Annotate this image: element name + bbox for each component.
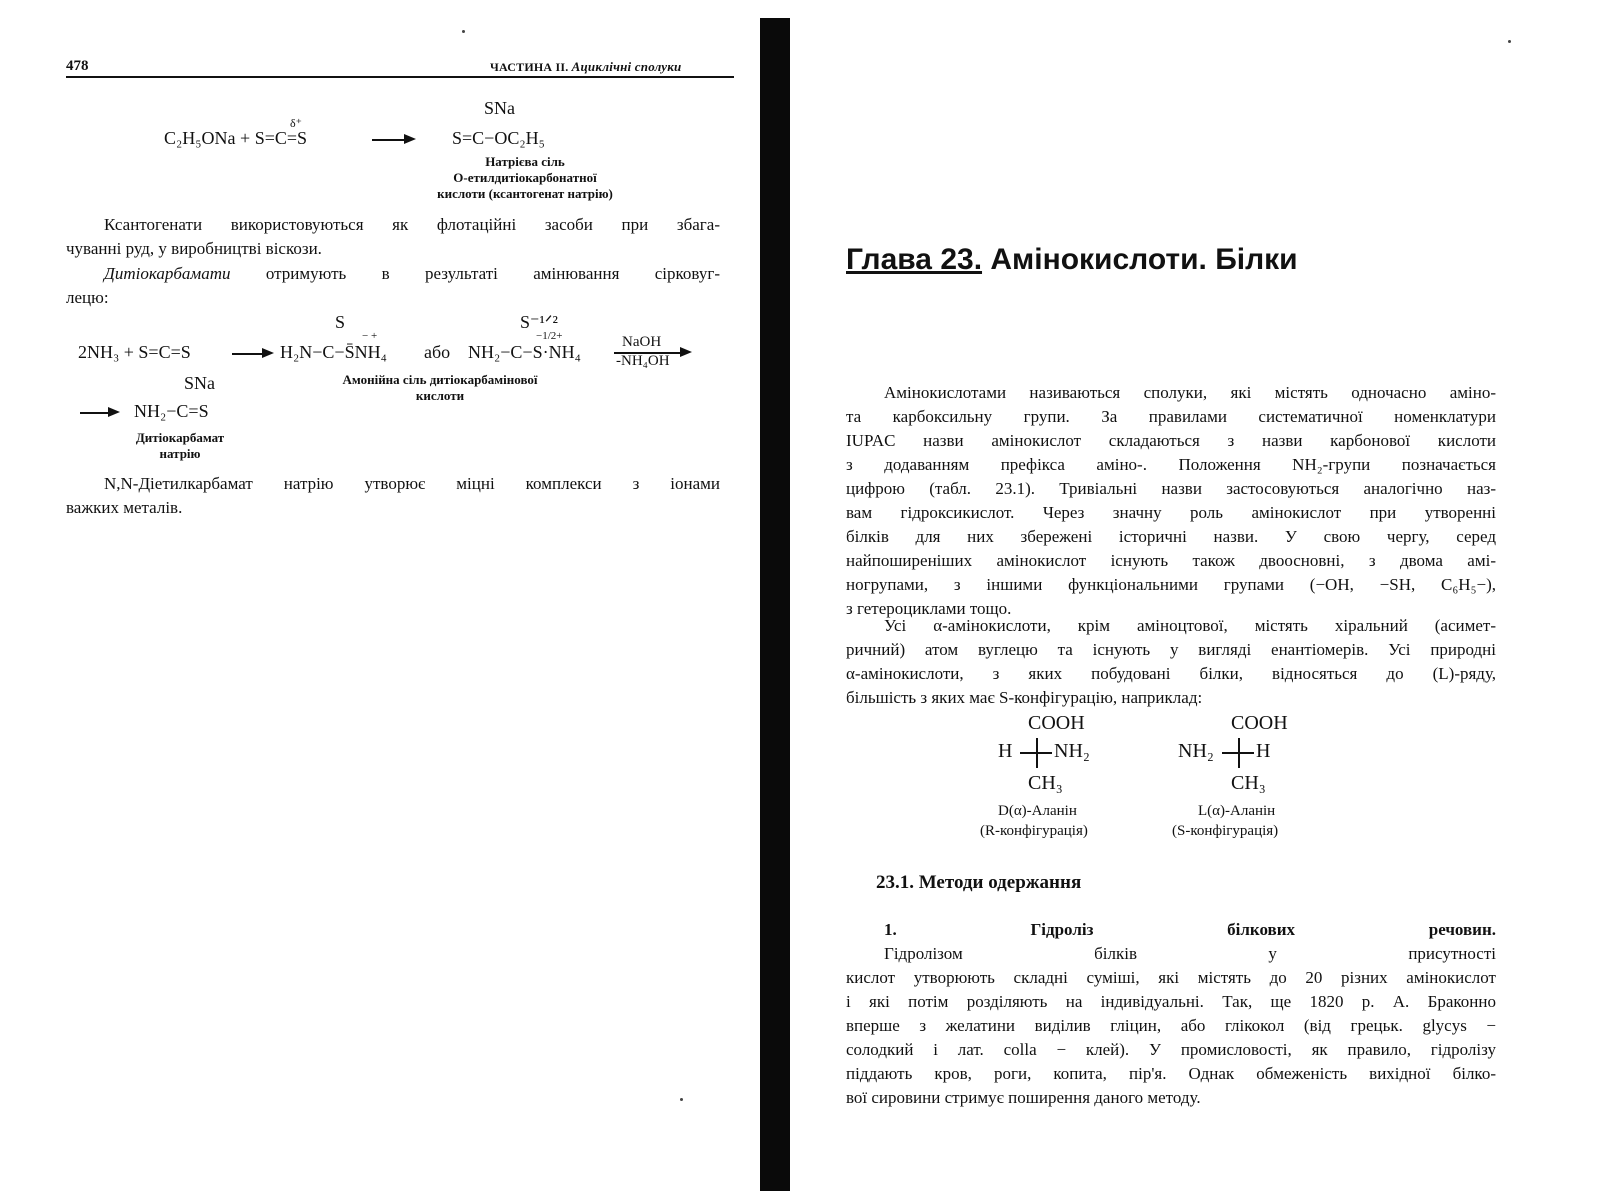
fischer-right: NH₂ bbox=[1054, 740, 1090, 762]
eq2-arrow1-head bbox=[262, 348, 274, 358]
eq2-arrow3-line bbox=[80, 412, 110, 414]
eq1-caption: Натрієва сіль O-етилдитіокарбонатної кислоти (ксантогенат натрію) bbox=[437, 154, 613, 201]
scan-speck bbox=[462, 30, 465, 33]
eq2-product1-top: S bbox=[335, 312, 346, 332]
scan-speck bbox=[680, 1098, 683, 1101]
book-spine-shadow bbox=[760, 18, 790, 1191]
fischer-vertical-bond bbox=[1238, 738, 1240, 768]
eq2-arrow2-head bbox=[680, 347, 692, 357]
eq1-product-top: SNa bbox=[484, 98, 515, 118]
left-paragraph-1: Ксантогенати використовуються як флотаційні засоби при збага- чуванні руд, у виробництві віскози. bbox=[66, 215, 720, 258]
eq2-or: або bbox=[424, 342, 451, 362]
fischer-bottom: CH₃ bbox=[1028, 772, 1063, 794]
eq2-arrow3-head bbox=[108, 407, 120, 417]
eq2-charge1: − + bbox=[362, 330, 378, 342]
eq1-reactants: C₂H₅ONa + S=C=S bbox=[164, 128, 308, 148]
eq2-charge2: −1/2+ bbox=[536, 330, 563, 342]
fischer-name: L(α)-Аланін bbox=[1198, 803, 1276, 819]
fischer-bottom: CH₃ bbox=[1231, 772, 1266, 794]
fischer-right: H bbox=[1256, 740, 1271, 762]
chapter-title: Глава 23. Амінокислоти. Білки bbox=[846, 243, 1298, 276]
eq2-product3-top: SNa bbox=[184, 373, 215, 393]
running-head: ЧАСТИНА II. Ациклічні сполуки bbox=[490, 59, 682, 74]
fischer-top: COOH bbox=[1028, 712, 1085, 734]
right-paragraph-3: 1. Гідроліз білкових речовин. Гідролізом білків у присутності кислот утворюють складні суміші, які містять до 20 різних амінокислот і які потім розділяють на індивідуальні. Так, ще 1820 р. А. Браконно вперше з желатини виділив гліцин, або глікокол (від грецьк. glycys − солодкий і лат. colla − клей). У промисловості, як правило, гідролізу піддають кров, роги, копита, пір'я. Однак обмеженість вихідної білко- вої сировини стримує поширення даного методу. bbox=[846, 920, 1496, 1107]
right-paragraph-2: Усі α-амінокислоти, крім аміноцтової, містять хіральний (асимет- ричний) атом вуглецю та існують у вигляді енантіомерів. Усі природні α-амінокислоти, з яких побудовані білки, відносяться до (L)-ряду, більшість з яких має S-конфігурацію, наприклад: bbox=[846, 616, 1496, 707]
eq1-product: S=C−OC₂H₅ bbox=[452, 128, 545, 148]
fischer-top: COOH bbox=[1231, 712, 1288, 734]
page-number: 478 bbox=[66, 58, 89, 74]
eq2-product2: NH₂−C−S·NH₄ bbox=[468, 342, 581, 362]
left-paragraph-3: N,N-Діетилкарбамат натрію утворює міцні комплекси з іонами важких металів. bbox=[66, 474, 720, 517]
fischer-config: (R-конфігурація) bbox=[980, 823, 1088, 839]
eq1-arrowhead bbox=[404, 134, 416, 144]
eq2-arrow1-line bbox=[232, 353, 264, 355]
fischer-vertical-bond bbox=[1036, 738, 1038, 768]
eq2-caption3: Дитіокарбамат натрію bbox=[135, 430, 225, 461]
eq2-condition-top: NaOH bbox=[622, 334, 662, 350]
eq2-product1: H₂N−C−S̄NH₄ bbox=[280, 342, 387, 362]
left-paragraph-2: Дитіокарбамати отримують в результаті амінювання сірковуг- лецю: bbox=[66, 264, 720, 307]
eq1-arrow-line bbox=[372, 139, 406, 141]
eq1-delta: δ⁺ bbox=[290, 116, 302, 130]
left-page bbox=[0, 0, 760, 1191]
eq2-product2-top: S⁻¹ᐟ² bbox=[520, 312, 558, 332]
scan-speck bbox=[1508, 40, 1511, 43]
fischer-name: D(α)-Аланін bbox=[998, 803, 1077, 819]
eq2-product3: NH₂−C=S bbox=[134, 401, 209, 421]
eq2-caption: Амонійна сіль дитіокарбамінової кислоти bbox=[342, 372, 538, 403]
header-rule bbox=[66, 76, 734, 78]
fischer-left: H bbox=[998, 740, 1013, 762]
eq2-reactants: 2NH₃ + S=C=S bbox=[78, 342, 191, 362]
fischer-left: NH₂ bbox=[1178, 740, 1214, 762]
fischer-config: (S-конфігурація) bbox=[1172, 823, 1279, 839]
right-paragraph-1: Амінокислотами називаються сполуки, які містять одночасно аміно- та карбоксильну групи. За правилами систематичної номенклатури IUPAC назви амінокислот складаються з назви карбонової кислоти з додаванням префікса аміно-. Положення NH₂-групи позначається цифрою (табл. 23.1). Тривіальні назви застосовуються аналогічно наз- вам гідроксикислот. Через значну роль амінокислот при утворенні білків для них збережені історичні назви. У свою чергу, серед найпоширеніших амінокислот існують також двоосновні, з двома амі- ногрупами, з іншими функціональними групами (−OH, −SH, C₆H₅−), з гетероциклами тощо. bbox=[846, 383, 1496, 618]
section-title: 23.1. Методи одержання bbox=[876, 872, 1082, 893]
eq2-condition-bottom: -NH₄OH bbox=[616, 353, 670, 369]
